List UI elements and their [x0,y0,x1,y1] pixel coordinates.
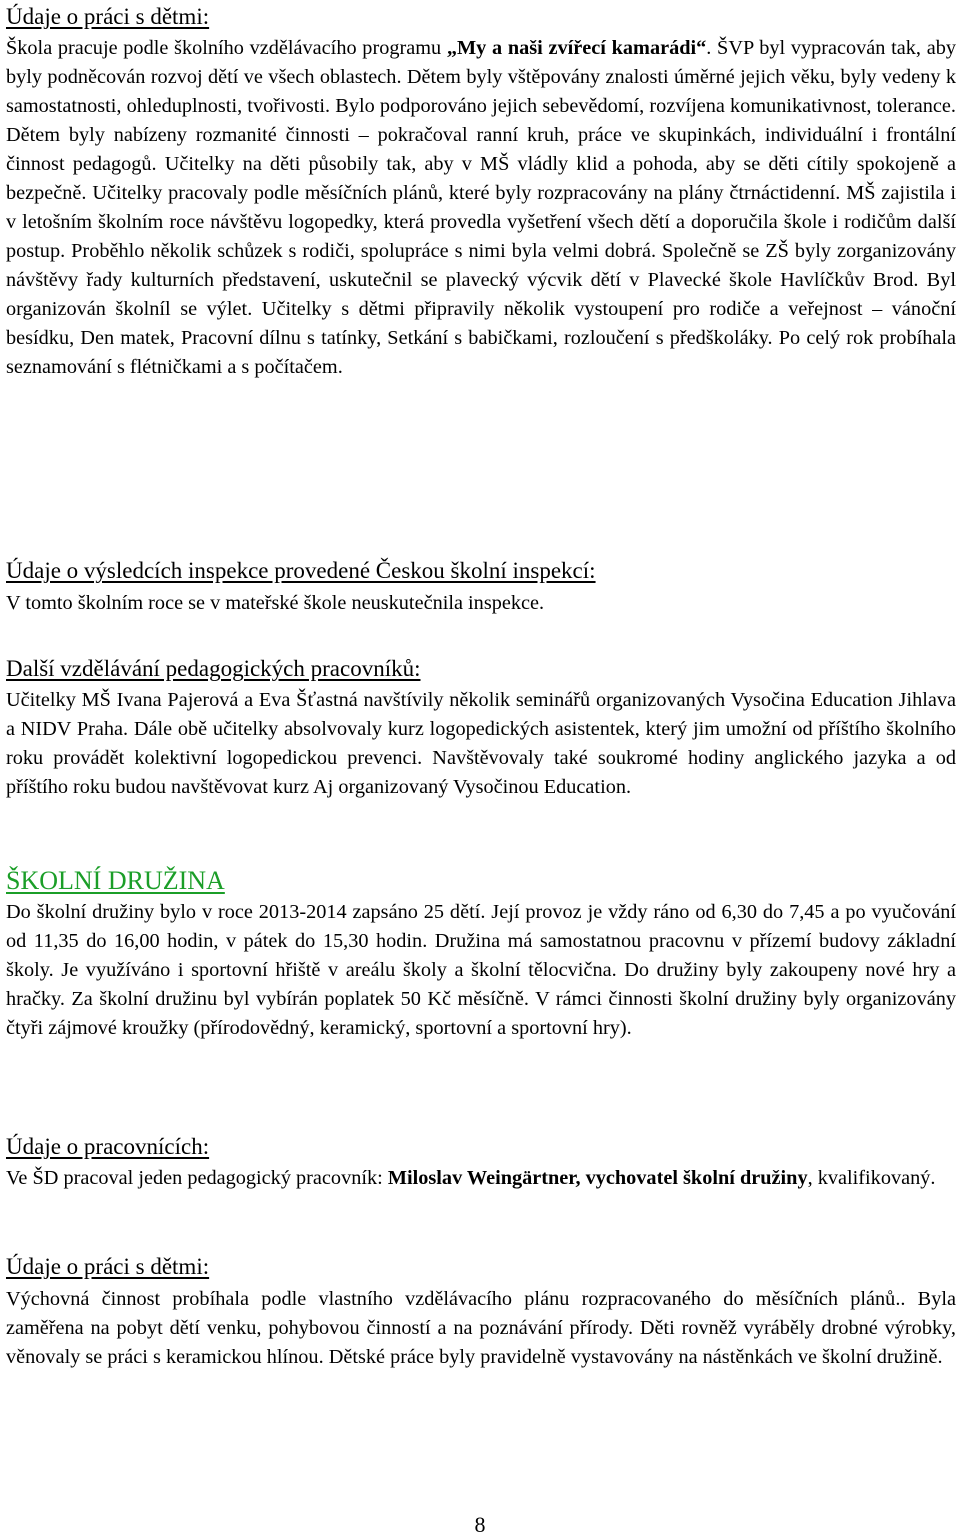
heading-further-education: Další vzdělávání pedagogických pracovníků: [6,656,421,681]
staff-name: Miloslav Weingärtner, vychovatel školní družiny [387,1167,808,1189]
text-run: MŠ zajistila i v letošním školním roce návštěvu logopedky, která provedla vyšetření všech dětí a doporučila škole i rodičům další postup. Proběhlo několik schůzek s rodiči, spolupráce s nimi byla velmi dobrá. Společně se ZŠ byly zorganizovány návštěvy řady kulturních představení, uskutečnil se plavecký výcvik dětí v Plavecké škole Havlíčkův Brod. Byl organizován školníl se výlet. Učitelky s dětmi připravily několik vystoupení pro rodiče a veřejnost – vánoční besídku, Den matek, Pracovní dílnu s tatínky, Setkání s babičkami, rozloučení s předškoláky. Po celý rok probíhala seznamování s flétničkami a s počítačem. [6,182,956,378]
text-run: . ŠVP byl vypracován tak, aby byly podněcován rozvoj dětí ve všech oblastech. Dětem byly vštěpovány znalosti úměrné jejich věku, byly vedeny k samostatnosti, ohleduplnosti, tvořivosti. Bylo podporováno jejich sebevědomí, rozvíjena komunikativnost, tolerance. Dětem byly nabízeny rozmanité činnosti – pokračoval ranní kruh, práce ve skupinkách, individuální i frontální činnost pedagogů. Učitelky na děti působily tak, aby v MŠ vládly klid a pohoda, aby se děti cítily spokojeně a bezpečně. Učitelky pracovaly podle měsíčních plánů, které byly rozpracovány na plány čtrnáctidenní. [6,37,956,204]
heading-children-work: Údaje o práci s dětmi: [6,4,210,29]
heading-inspection: Údaje o výsledcích inspekce provedené Českou školní inspekcí: [6,558,596,583]
paragraph-children-work [6,34,956,382]
heading-school-club: ŠKOLNÍ DRUŽINA [6,866,225,895]
paragraph-school-club: Do školní družiny bylo v roce 2013-2014 zapsáno 25 dětí. Její provoz je vždy ráno od 6,30 do 7,45 a po vyučování od 11,35 do 16,00 hodin, v pátek do 15,30 hodin. Družina má samostatnou pracovnu v přízemí budovy základní školy. Je využíváno i sportovní hřiště v areálu školy a školní tělocvična. Do družiny byly zakoupeny nové hry a hračky. Za školní družinu byl vybírán poplatek 50 Kč měsíčně. V rámci činnosti školní družiny byly organizovány čtyři zájmové kroužky (přírodovědný, keramický, sportovní a sportovní hry). [6,901,956,1039]
page-number: 8 [474,1512,486,1537]
text-run: Ve ŠD pracoval jeden pedagogický pracovník: [6,1167,388,1189]
paragraph-inspection: V tomto školním roce se v mateřské škole neuskutečnila inspekce. [6,592,545,614]
heading-staff: Údaje o pracovnících: [6,1134,210,1159]
paragraph-staff [6,1164,956,1193]
text-run: Škola pracuje podle školního vzdělávacího programu [6,37,447,59]
program-name: „My a naši zvířecí kamarádi“ [446,37,707,59]
text-run: , kvalifikovaný. [807,1167,936,1189]
paragraph-further-education: Učitelky MŠ Ivana Pajerová a Eva Šťastná navštívily několik seminářů organizovaných Vysočina Education Jihlava a NIDV Praha. Dále obě učitelky absolvovaly kurz logopedických asistentek, který jim umožní od příštího školního roku provádět kolektivní logopedickou prevenci. Navštěvovaly také soukromé hodiny anglického jazyka a od příštího roku budou navštěvovat kurz Aj organizovaný Vysočinou Education. [6,689,956,798]
paragraph-club-children-work: Výchovná činnost probíhala podle vlastního vzdělávacího plánu rozpracovaného do měsíčních plánů.. Byla zaměřena na pobyt dětí venku, pohybovou činností a na poznávání přírody. Děti rovněž vyráběly drobné výrobky, věnovaly se práci s keramickou hlínou. Dětské práce byly pravidelně vystavovány na nástěnkách ve školní družině. [6,1288,956,1368]
heading-club-children-work: Údaje o práci s dětmi: [6,1254,210,1279]
